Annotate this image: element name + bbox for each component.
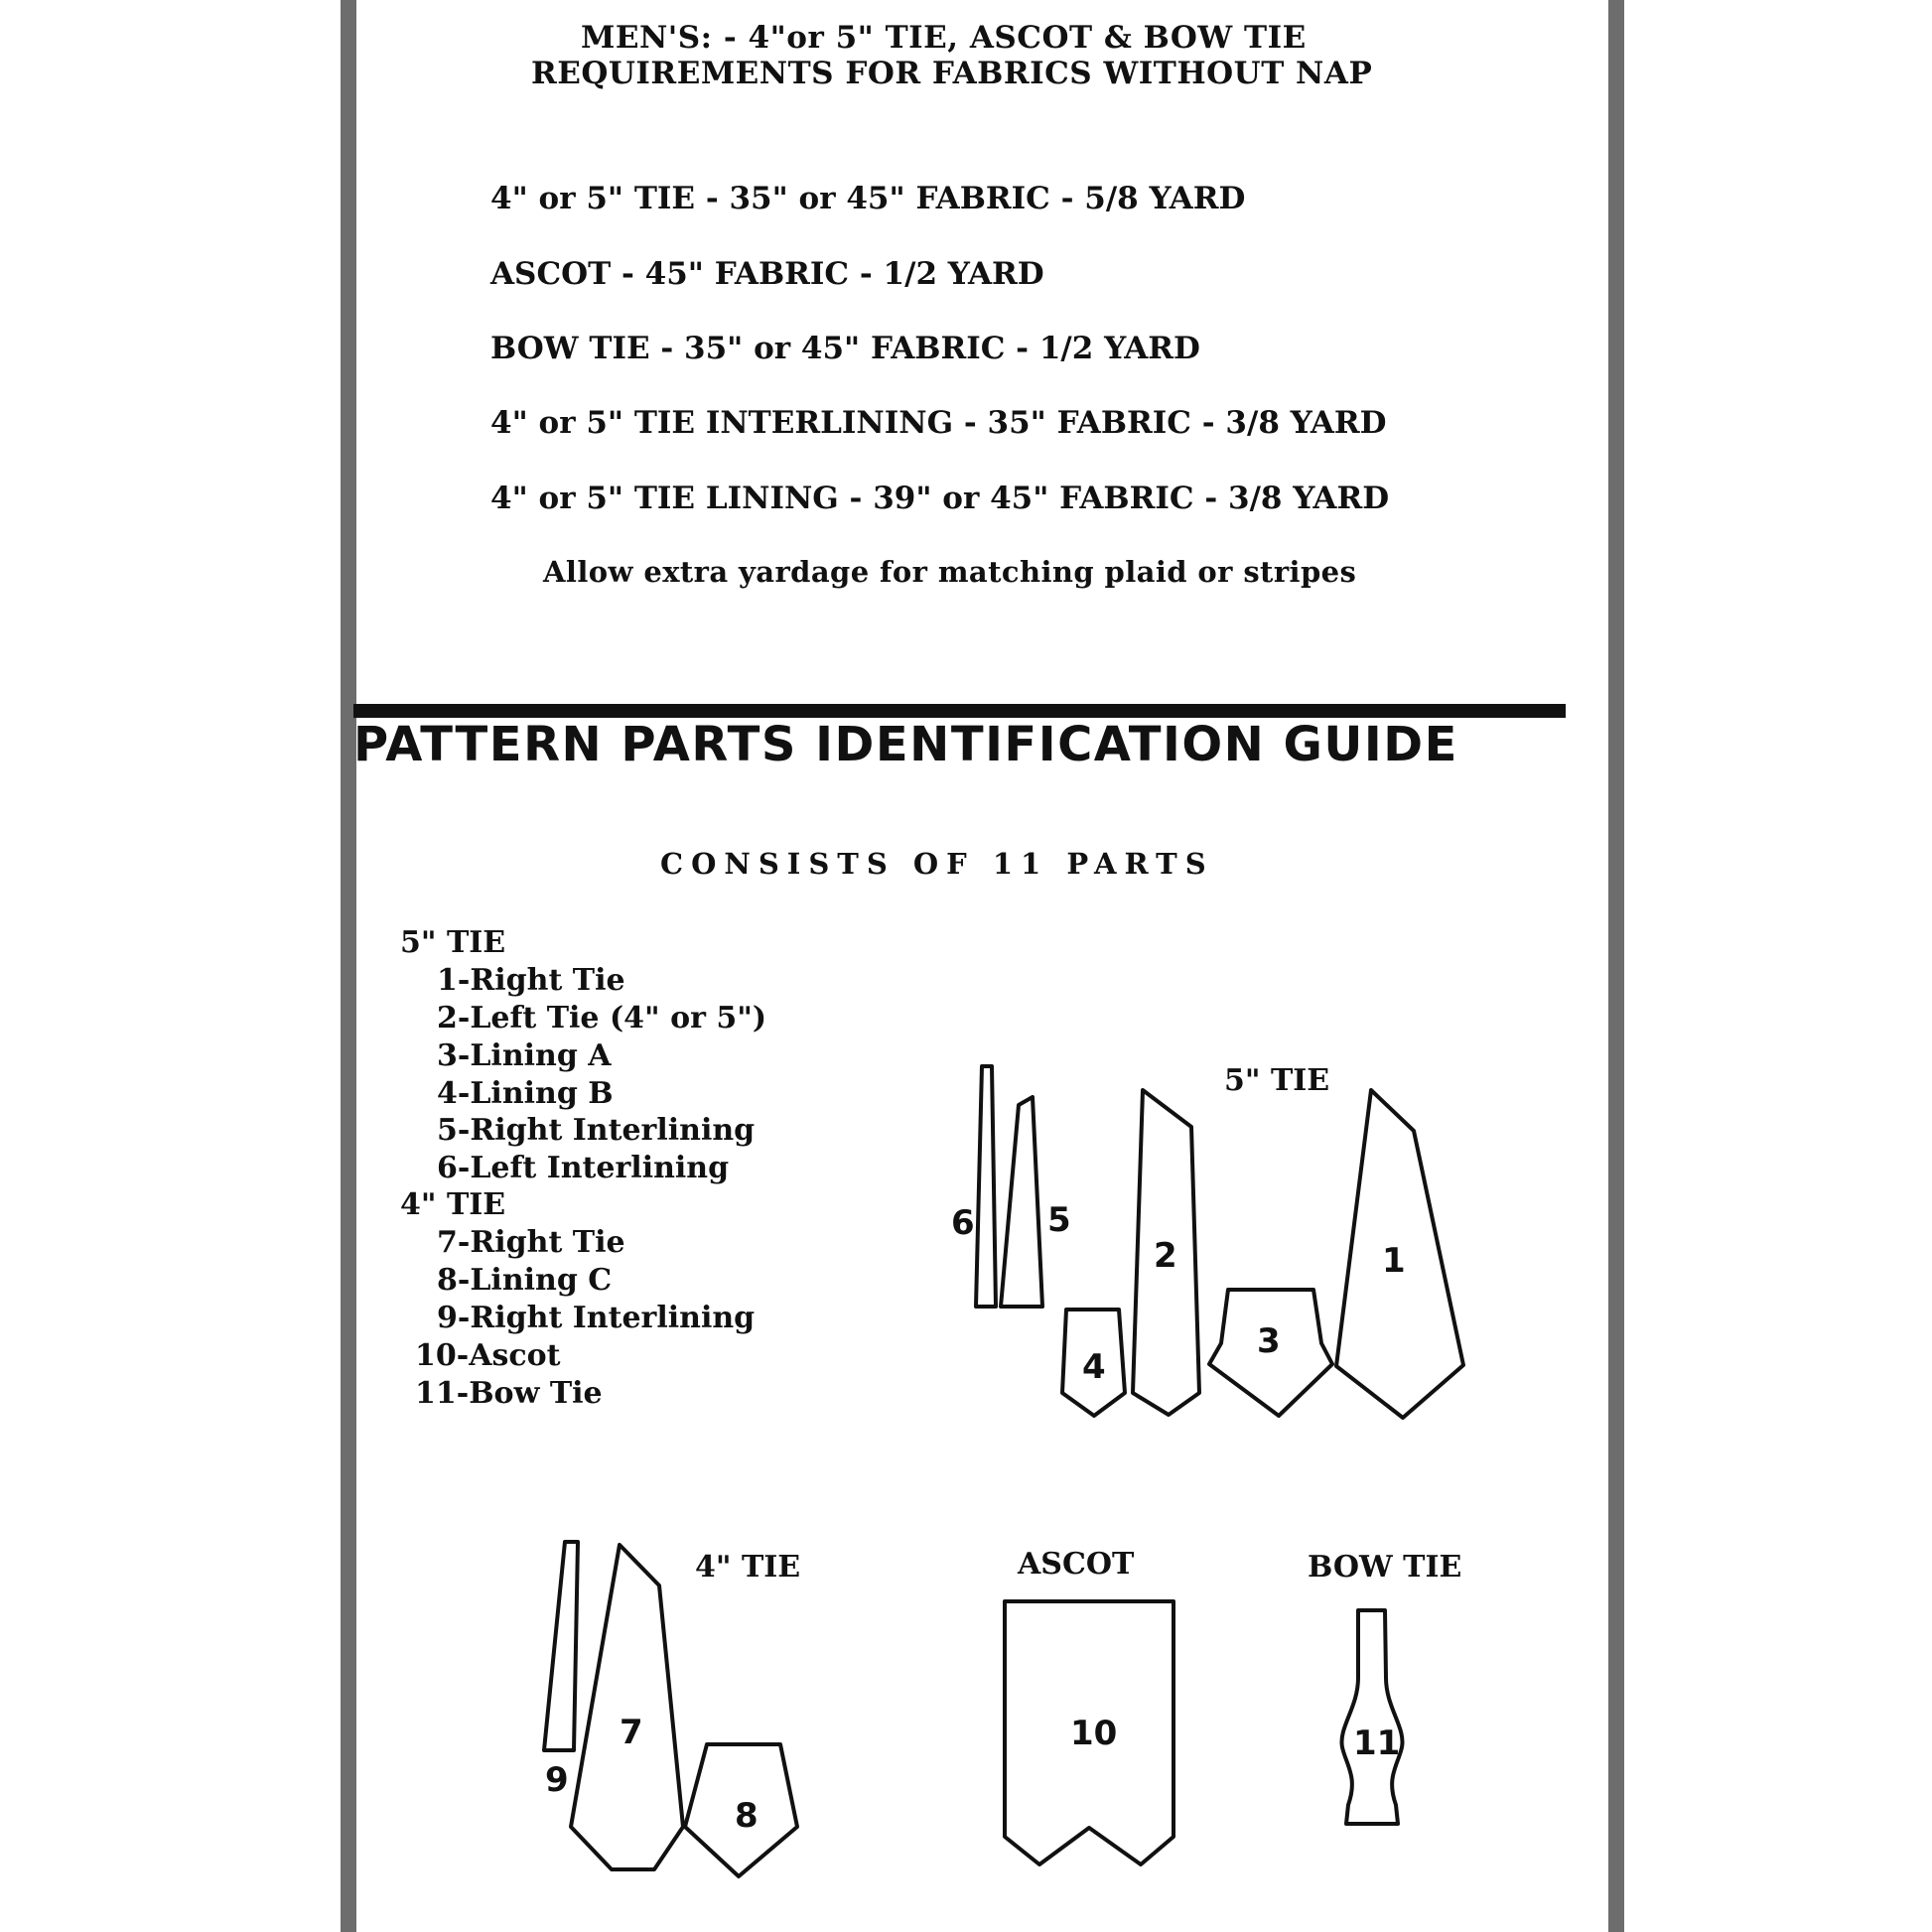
label-ascot: ASCOT bbox=[1018, 1547, 1135, 1582]
list-item: 10-Ascot bbox=[415, 1338, 561, 1373]
list-item: 1-Right Tie bbox=[437, 963, 625, 998]
list-item: 3-Lining A bbox=[437, 1038, 612, 1073]
requirement-row-lining: 4" or 5" TIE LINING - 39" or 45" FABRIC - 3/8 YARD bbox=[490, 481, 1390, 516]
label-5in-tie: 5" TIE bbox=[1224, 1063, 1330, 1098]
requirements-title-line2: REQUIREMENTS FOR FABRICS WITHOUT NAP bbox=[531, 56, 1373, 91]
piece-9-right-interlining bbox=[544, 1542, 578, 1750]
piece-number-4: 4 bbox=[1082, 1347, 1106, 1387]
requirement-row-ascot: ASCOT - 45" FABRIC - 1/2 YARD bbox=[490, 256, 1044, 292]
yardage-note: Allow extra yardage for matching plaid or stripes bbox=[543, 555, 1357, 589]
list-heading-5in-tie: 5" TIE bbox=[400, 925, 506, 960]
requirement-row-interlining: 4" or 5" TIE INTERLINING - 35" FABRIC - 3/8 YARD bbox=[490, 405, 1387, 441]
piece-11-bow-tie bbox=[1341, 1610, 1402, 1824]
list-item: 8-Lining C bbox=[437, 1263, 613, 1298]
piece-number-6: 6 bbox=[951, 1203, 975, 1243]
piece-number-7: 7 bbox=[620, 1713, 643, 1752]
piece-7-right-tie bbox=[571, 1545, 683, 1869]
piece-number-10: 10 bbox=[1070, 1714, 1118, 1753]
piece-number-3: 3 bbox=[1257, 1321, 1281, 1361]
list-item: 5-Right Interlining bbox=[437, 1113, 756, 1148]
parts-count: CONSISTS OF 11 PARTS bbox=[660, 847, 1214, 881]
requirement-row-bow-tie: BOW TIE - 35" or 45" FABRIC - 1/2 YARD bbox=[490, 331, 1200, 366]
label-4in-tie: 4" TIE bbox=[695, 1550, 801, 1585]
list-item: 9-Right Interlining bbox=[437, 1301, 756, 1335]
piece-6-left-interlining bbox=[976, 1066, 996, 1307]
list-item: 7-Right Tie bbox=[437, 1225, 625, 1260]
list-item: 6-Left Interlining bbox=[437, 1151, 730, 1185]
guide-title: PATTERN PARTS IDENTIFICATION GUIDE bbox=[353, 717, 1458, 772]
piece-5-right-interlining bbox=[1001, 1097, 1042, 1307]
requirements-title-line1: MEN'S: - 4"or 5" TIE, ASCOT & BOW TIE bbox=[581, 20, 1307, 56]
label-bow-tie: BOW TIE bbox=[1308, 1550, 1462, 1585]
piece-number-8: 8 bbox=[735, 1796, 759, 1836]
piece-number-1: 1 bbox=[1382, 1241, 1406, 1281]
piece-number-9: 9 bbox=[545, 1760, 569, 1800]
list-heading-4in-tie: 4" TIE bbox=[400, 1187, 506, 1222]
list-item: 2-Left Tie (4" or 5") bbox=[437, 1001, 767, 1035]
list-item: 4-Lining B bbox=[437, 1076, 614, 1111]
piece-number-11: 11 bbox=[1353, 1724, 1401, 1763]
piece-number-5: 5 bbox=[1047, 1200, 1071, 1240]
list-item: 11-Bow Tie bbox=[415, 1376, 603, 1411]
piece-number-2: 2 bbox=[1154, 1236, 1177, 1276]
requirement-row-tie: 4" or 5" TIE - 35" or 45" FABRIC - 5/8 YARD bbox=[490, 181, 1246, 216]
